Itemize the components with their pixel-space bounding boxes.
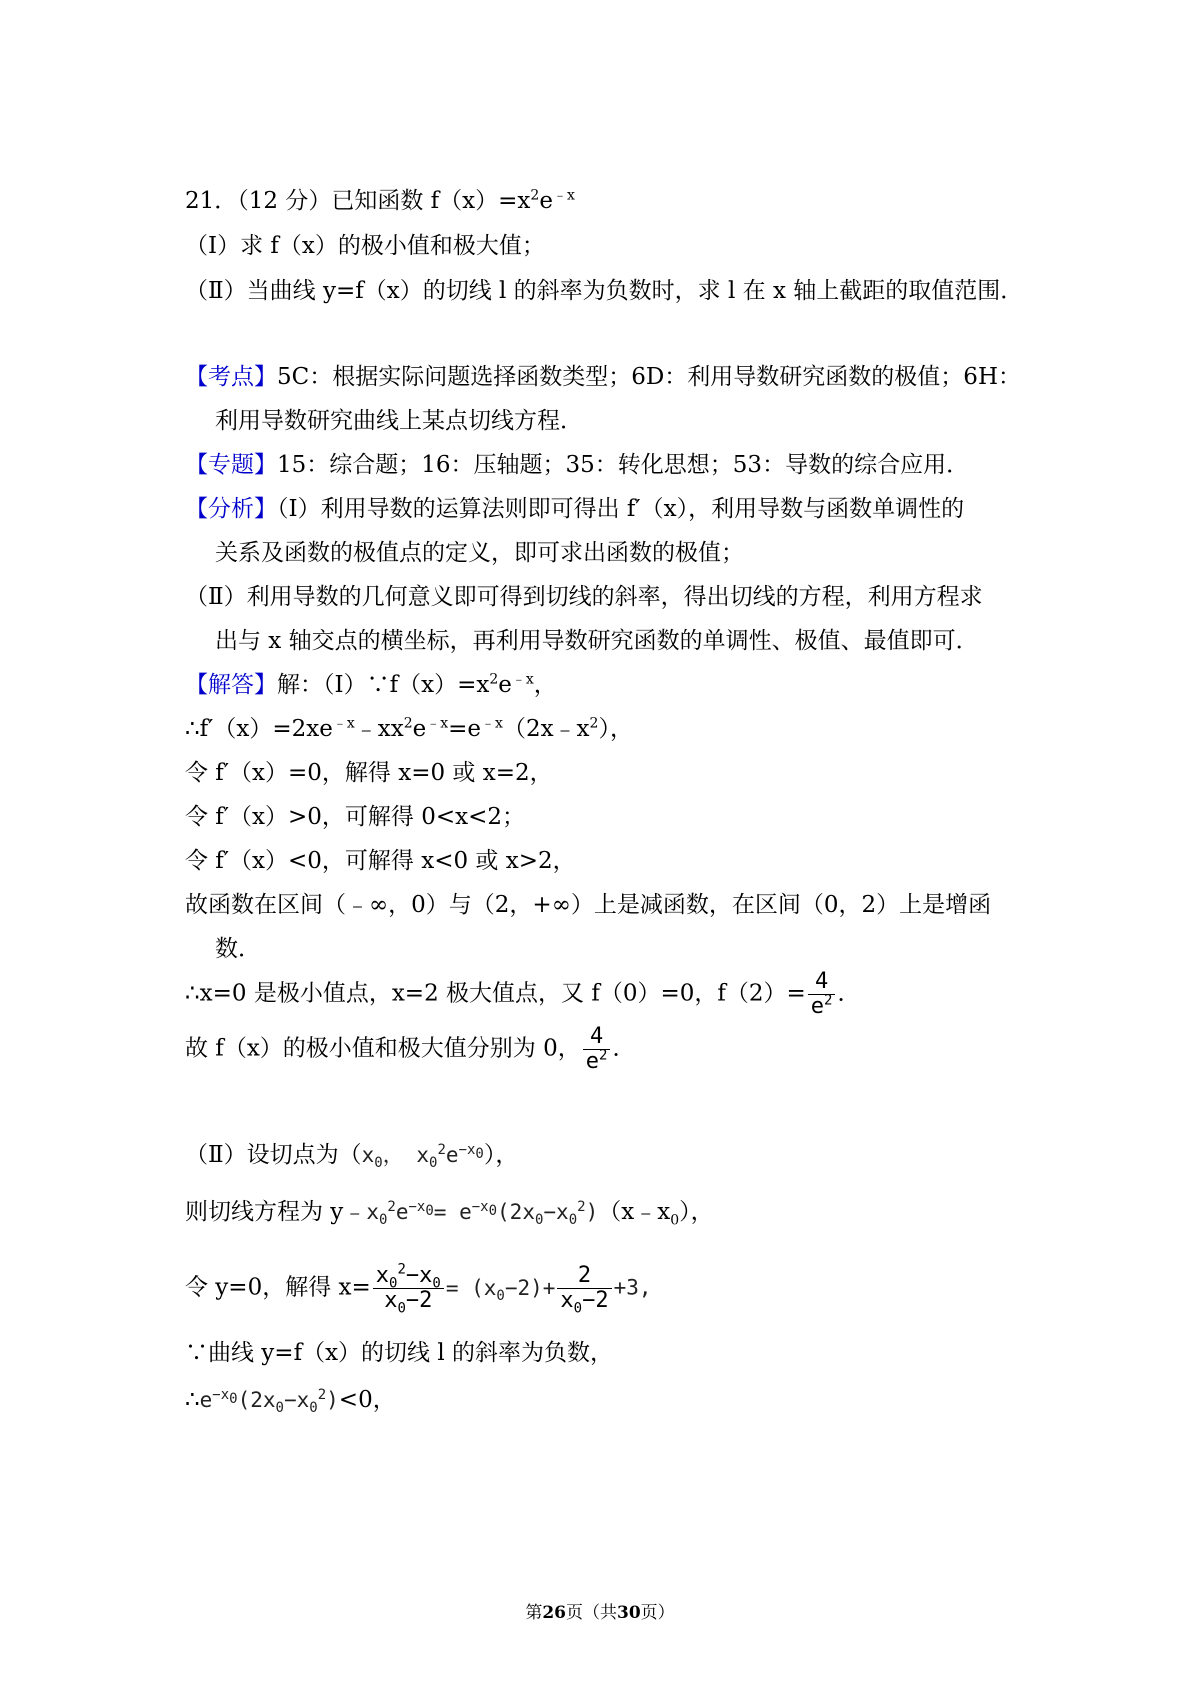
problem-intro: 已知函数 f（x）=x: [331, 188, 531, 214]
derivative-text: ∴f′（x）=2xe: [185, 716, 333, 742]
footer-text: 第: [525, 1603, 543, 1623]
part2-text: <0，: [338, 1387, 396, 1413]
fraction-4-over-e2: [583, 1025, 611, 1074]
part2-line3: [185, 1261, 652, 1317]
zhuanti-text: 15：综合题；16：压轴题；35：转化思想；53：导数的综合应用．: [277, 452, 970, 478]
jieda-label: 【解答】: [185, 672, 277, 698]
jieda-line9: [185, 1025, 635, 1074]
jieda-line2: $\therefore f'(x)=2xe^{﹣x}﹣xx^2e^{﹣x}=e^{﹣x}(2x﹣x^2)$，: [185, 715, 633, 742]
minus: ﹣x: [354, 716, 391, 742]
footer-text: 页（共: [566, 1603, 617, 1623]
intercept-fraction: [373, 1261, 444, 1317]
fraction-4-over-e2: [808, 970, 836, 1019]
jieda-line7: 数．: [215, 936, 261, 962]
part2-text: ），: [679, 1199, 714, 1225]
fenxi-line1: [185, 494, 964, 524]
fraction-numerator: $x_0^2-x_0$: [373, 1264, 444, 1289]
derivative-text: ），: [598, 716, 633, 742]
part2-text: ∴: [185, 1387, 200, 1413]
problem-part2: （Ⅱ）当曲线 y=f（x）的切线 l 的斜率为负数时，求 l 在 x 轴上截距的取值范围．: [185, 278, 1024, 304]
exponent: ﹣x: [552, 187, 575, 204]
problem-intro-tail: e: [539, 188, 553, 214]
zhuanti-label: 【专题】: [185, 452, 277, 478]
jieda-text: 解：（Ⅰ）∵f（x）=x: [277, 672, 490, 698]
page-footer: [0, 1598, 1200, 1623]
problem-part1: （Ⅰ）求 f（x）的极小值和极大值；: [185, 233, 545, 259]
kaodian-line1: [185, 362, 1021, 392]
jieda-text: e: [498, 672, 512, 698]
problem-number: 21．: [185, 188, 238, 214]
denominator-base: e: [585, 1049, 599, 1074]
fraction-numerator: 4: [808, 970, 836, 995]
jieda-line4: 令 f′（x）>0，可解得 0<x<2；: [185, 804, 526, 830]
kaodian-label: 【考点】: [185, 364, 277, 390]
jieda-text: ．: [837, 980, 861, 1007]
jieda-line5: 令 f′（x）<0，可解得 x<0 或 x>2，: [185, 848, 576, 874]
jieda-text: ．: [612, 1035, 636, 1062]
tangent-line-expr: $x_0^2e^{-x_0}= e^{-x_0}(2x_0-x_0^2)$: [366, 1199, 599, 1229]
fenxi-text: （Ⅰ）利用导数的运算法则即可得出 f′（x），利用导数与函数单调性的: [277, 496, 965, 522]
problem-score: （12 分）: [237, 188, 332, 214]
fraction-denominator: $x_0-2$: [560, 1288, 609, 1317]
fraction-numerator: 4: [583, 1025, 611, 1050]
jieda-text: ，: [533, 672, 557, 698]
exponent: 2: [403, 715, 413, 732]
fenxi-line2: 关系及函数的极值点的定义，即可求出函数的极值；: [215, 540, 744, 566]
slope-inequality-expr: $e^{-x_0}(2x_0-x_0^2)$: [199, 1387, 339, 1417]
part2-text: 则切线方程为 y﹣: [185, 1199, 367, 1225]
tangent-point-expr: $x_0$， $x_0^2e^{-x_0}$: [361, 1142, 484, 1172]
exponent: 2: [530, 187, 540, 204]
intercept-expr-tail: +3,: [613, 1275, 652, 1300]
exponent: ﹣x: [332, 715, 355, 732]
part2-line5: [185, 1385, 396, 1415]
exponent: ﹣x: [511, 671, 534, 688]
exponent: 2: [824, 992, 833, 1009]
part2-text: 令 y=0，解得 x=: [185, 1274, 371, 1301]
zhuanti-line: [185, 450, 969, 480]
problem-title: [185, 186, 575, 216]
intercept-fraction-2: [557, 1263, 611, 1317]
part2-text: （Ⅱ）设切点为（: [185, 1142, 362, 1168]
fenxi-line3: （Ⅱ）利用导数的几何意义即可得到切线的斜率，得出切线的方程，利用方程求: [185, 584, 983, 610]
jieda-line8: [185, 970, 860, 1019]
exponent: ﹣x: [426, 715, 449, 732]
part2-line2: 则切线方程为 $y﹣x_0^2e^{-x_0}=$ $e^{-x_0}(2x_0-x_0^2)(x﹣x_0)$，: [185, 1199, 714, 1229]
exponent: 2: [589, 715, 599, 732]
page-total: 30: [617, 1603, 641, 1623]
exponent: 2: [489, 671, 499, 688]
jieda-text: ∴x=0 是极小值点，x=2 极大值点，又 f（0）=0，f（2）=: [185, 980, 806, 1007]
fraction-numerator: 2: [557, 1264, 611, 1289]
part2-text: （x﹣x: [598, 1199, 671, 1225]
fraction-denominator: [583, 1047, 611, 1074]
part2-text: ），: [483, 1142, 519, 1168]
jieda-line1: [185, 670, 557, 700]
part2-line4: ∵曲线 y=f（x）的切线 l 的斜率为负数，: [185, 1340, 614, 1366]
jieda-line3: 令 f′（x）=0，解得 x=0 或 x=2，: [185, 760, 553, 786]
footer-text: 页）: [640, 1603, 675, 1623]
kaodian-line2: 利用导数研究曲线上某点切线方程．: [215, 408, 583, 434]
intercept-expr: = $(x_0-2)+$: [445, 1275, 556, 1304]
jieda-text: 故 f（x）的极小值和极大值分别为 0，: [185, 1035, 581, 1062]
fenxi-line4: 出与 x 轴交点的横坐标，再利用导数研究函数的单调性、极值、最值即可．: [215, 628, 979, 654]
jieda-line6: 故函数在区间（﹣∞，0）与（2，+∞）上是减函数，在区间（0，2）上是增函: [185, 892, 992, 918]
denominator-base: e: [810, 994, 825, 1019]
fraction-denominator: $x_0-2$: [384, 1288, 433, 1317]
fraction-denominator: [808, 992, 836, 1019]
exponent: 2: [599, 1047, 608, 1064]
derivative-text: （2x﹣x: [502, 716, 590, 742]
fenxi-label: 【分析】: [185, 496, 277, 522]
kaodian-text: 5C：根据实际问题选择函数类型；6D：利用导数研究函数的极值；6H：: [277, 364, 1021, 390]
page-number: 26: [542, 1603, 566, 1623]
part2-line1: [185, 1140, 518, 1170]
exponent: ﹣x: [481, 715, 503, 732]
derivative-text: e: [412, 716, 427, 742]
derivative-text: =e: [448, 716, 482, 742]
